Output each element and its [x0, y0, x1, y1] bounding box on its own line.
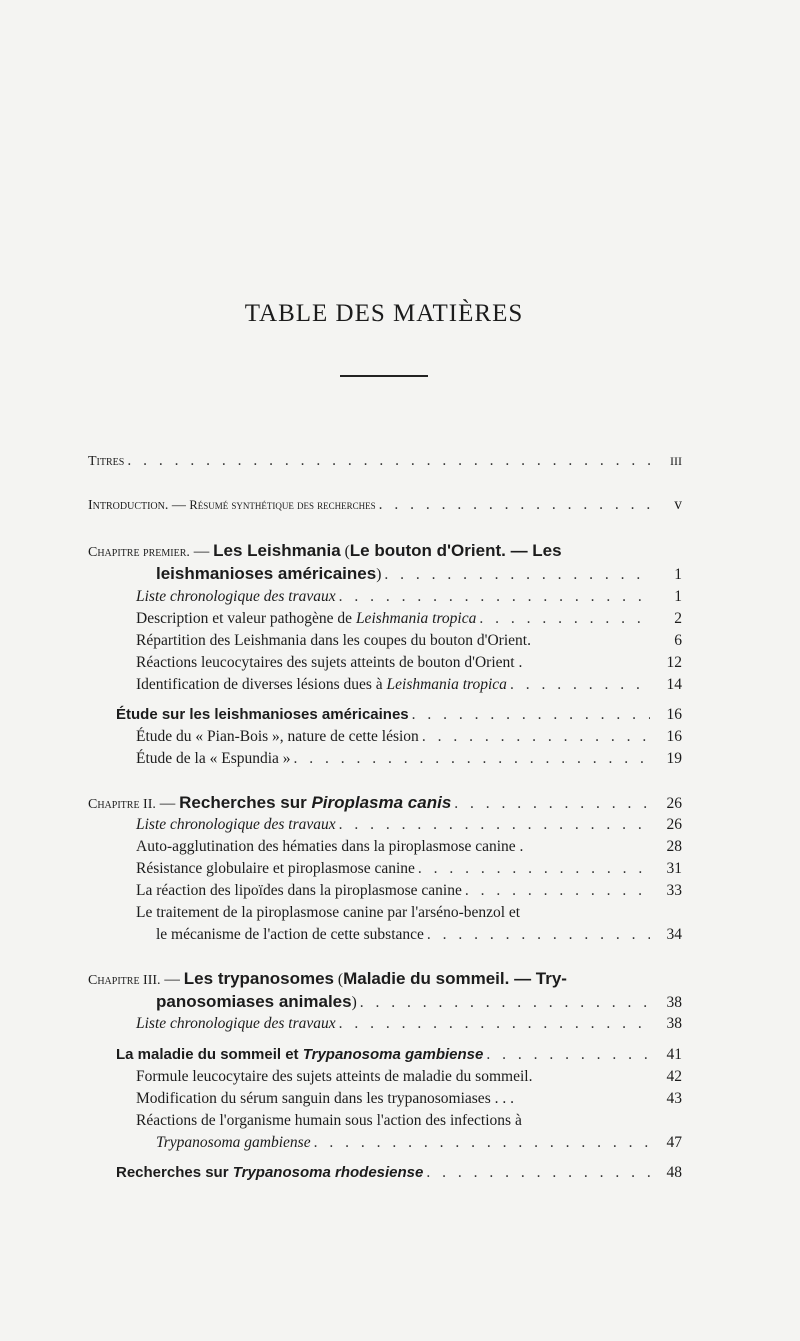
entry-label: Modification du sérum sanguin dans les trypanosomiases . . .	[136, 1090, 514, 1107]
entry-page: v	[674, 496, 682, 513]
entry-label: Recherches sur	[116, 1164, 233, 1181]
toc-entry-reactions	[156, 1132, 682, 1154]
toc-entry-titres	[88, 450, 682, 472]
toc-entry-introduction	[88, 494, 682, 516]
entry-page: 38	[666, 994, 682, 1011]
leader-dots	[427, 924, 650, 946]
entry-label: Liste chronologique des travaux	[136, 1015, 336, 1032]
toc-entry-formule	[136, 1066, 682, 1088]
toc-entry-maladie-sommeil	[116, 1044, 682, 1066]
chapter-title-species: Piroplasma canis	[311, 793, 452, 812]
entry-page: 38	[666, 1015, 682, 1032]
entry-label: Identification de diverses lésions dues à	[136, 676, 387, 693]
entry-page: 47	[666, 1134, 682, 1151]
toc-entry-traitement	[156, 924, 682, 946]
entry-label: Résistance globulaire et piroplasmose canine	[136, 860, 415, 877]
chapter-paren-close: )	[376, 566, 382, 583]
entry-label-species: Trypanosoma rhodesiense	[232, 1164, 424, 1181]
entry-page: 42	[666, 1068, 682, 1085]
leader-dots	[294, 748, 650, 770]
toc-entry-modification	[136, 1088, 682, 1110]
leader-dots	[339, 1013, 650, 1035]
leader-dots	[418, 858, 650, 880]
chapter-subtitle-cont: leishmanioses américaines	[156, 564, 377, 583]
chapter-dash: —	[155, 795, 180, 812]
entry-page: 33	[666, 882, 682, 899]
toc-entry-auto-agglutination	[136, 836, 682, 858]
toc-entry-traitement-line1: Le traitement de la piroplasmose canine par l'arséno-benzol et	[136, 904, 521, 921]
entry-label: Trypanosoma gambiense	[156, 1134, 311, 1151]
toc-entry-rhodesiense	[116, 1162, 682, 1184]
chapter-dash: —	[160, 971, 184, 988]
leader-dots	[486, 1044, 650, 1066]
entry-label: Étude sur les leishmanioses américaines	[116, 706, 409, 723]
entry-page: 12	[666, 654, 682, 671]
chapter-paren: (	[340, 543, 350, 560]
entry-page: 6	[674, 632, 682, 649]
toc-entry-ch1-repartition	[136, 630, 682, 652]
entry-page: 41	[666, 1046, 682, 1063]
entry-page: 34	[666, 926, 682, 943]
entry-label: Réactions leucocytaires des sujets atteints de bouton d'Orient .	[136, 654, 523, 671]
chapter-1-heading	[88, 540, 562, 562]
entry-page: 2	[674, 610, 682, 627]
leader-dots	[360, 992, 650, 1014]
chapter-3-heading-line2	[156, 991, 682, 1013]
chapter-subtitle: Le bouton d'Orient. — Les	[349, 541, 562, 560]
leader-dots	[384, 564, 650, 586]
leader-dots	[510, 674, 650, 696]
toc-entry-lipoides	[136, 880, 682, 902]
leader-dots	[379, 494, 650, 516]
chapter-title: Les Leishmania	[213, 541, 341, 560]
toc-entry-ch1-reactions	[136, 652, 682, 674]
toc-entry-ch1-identification	[136, 674, 682, 696]
toc-entry-reactions-line1: Réactions de l'organisme humain sous l'action des infections à	[136, 1112, 522, 1129]
entry-page: 1	[674, 566, 682, 583]
entry-label: Titres	[88, 454, 125, 469]
leader-dots	[412, 704, 650, 726]
entry-page: 28	[666, 838, 682, 855]
toc-entry-etude-leishmanioses	[116, 704, 682, 726]
entry-label: Introduction. —	[88, 498, 190, 513]
toc-entry-ch1-description	[136, 608, 682, 630]
entry-label-sub: Résumé synthétique des recherches	[189, 498, 376, 512]
chapter-title: Recherches sur	[179, 793, 312, 812]
chapter-prefix: Chapitre II.	[88, 797, 156, 812]
entry-label: Auto-agglutination des hématies dans la piroplasmose canine .	[136, 838, 524, 855]
entry-label: Liste chronologique des travaux	[136, 816, 336, 833]
chapter-dash: —	[189, 543, 214, 560]
entry-page: 48	[666, 1164, 682, 1181]
entry-page: 43	[666, 1090, 682, 1107]
leader-dots	[454, 793, 650, 815]
entry-label: Description et valeur pathogène de	[136, 610, 356, 627]
chapter-3-heading	[88, 968, 567, 990]
entry-label: Étude du « Pian-Bois », nature de cette lésion	[136, 728, 419, 745]
chapter-subtitle: Maladie du sommeil. — Try-	[343, 969, 567, 988]
entry-page: 26	[666, 816, 682, 833]
chapter-paren: (	[334, 971, 344, 988]
leader-dots	[127, 450, 650, 472]
leader-dots	[422, 726, 650, 748]
entry-label: La réaction des lipoïdes dans la piroplasmose canine	[136, 882, 462, 899]
leader-dots	[339, 814, 650, 836]
toc-entry-resistance	[136, 858, 682, 880]
title-rule	[340, 375, 428, 377]
chapter-prefix: Chapitre premier.	[88, 545, 190, 560]
entry-label-species: Leishmania tropica	[386, 676, 507, 693]
leader-dots	[314, 1132, 650, 1154]
toc-entry-ch1-liste	[136, 586, 682, 608]
entry-page: 1	[674, 588, 682, 605]
chapter-prefix: Chapitre III.	[88, 973, 161, 988]
chapter-1-heading-line2	[156, 563, 682, 585]
entry-label-species: Trypanosoma gambiense	[302, 1046, 484, 1063]
leader-dots	[426, 1162, 650, 1184]
leader-dots	[479, 608, 650, 630]
page-title: TABLE DES MATIÈRES	[244, 300, 524, 327]
leader-dots	[339, 586, 650, 608]
entry-label: La maladie du sommeil et	[116, 1046, 303, 1063]
toc-entry-espundia	[136, 748, 682, 770]
entry-page: 26	[666, 795, 682, 812]
entry-page: III	[670, 454, 682, 468]
entry-page: 16	[666, 728, 682, 745]
entry-label: le mécanisme de l'action de cette substance	[156, 926, 424, 943]
entry-label: Liste chronologique des travaux	[136, 588, 336, 605]
entry-label: Étude de la « Espundia »	[136, 750, 291, 767]
chapter-title: Les trypanosomes	[183, 969, 335, 988]
toc-entry-ch2-liste	[136, 814, 682, 836]
entry-page: 19	[666, 750, 682, 767]
leader-dots	[465, 880, 650, 902]
entry-label: Formule leucocytaire des sujets atteints de maladie du sommeil.	[136, 1068, 533, 1085]
chapter-2-heading	[88, 792, 682, 814]
entry-page: 14	[666, 676, 682, 693]
chapter-subtitle-cont: panosomiases animales	[156, 992, 352, 1011]
toc-entry-pian-bois	[136, 726, 682, 748]
entry-page: 31	[666, 860, 682, 877]
entry-page: 16	[666, 706, 682, 723]
chapter-paren-close: )	[351, 994, 357, 1011]
toc-entry-ch3-liste	[136, 1013, 682, 1035]
entry-label-species: Leishmania tropica	[355, 610, 477, 627]
entry-label: Répartition des Leishmania dans les coupes du bouton d'Orient.	[136, 632, 531, 649]
